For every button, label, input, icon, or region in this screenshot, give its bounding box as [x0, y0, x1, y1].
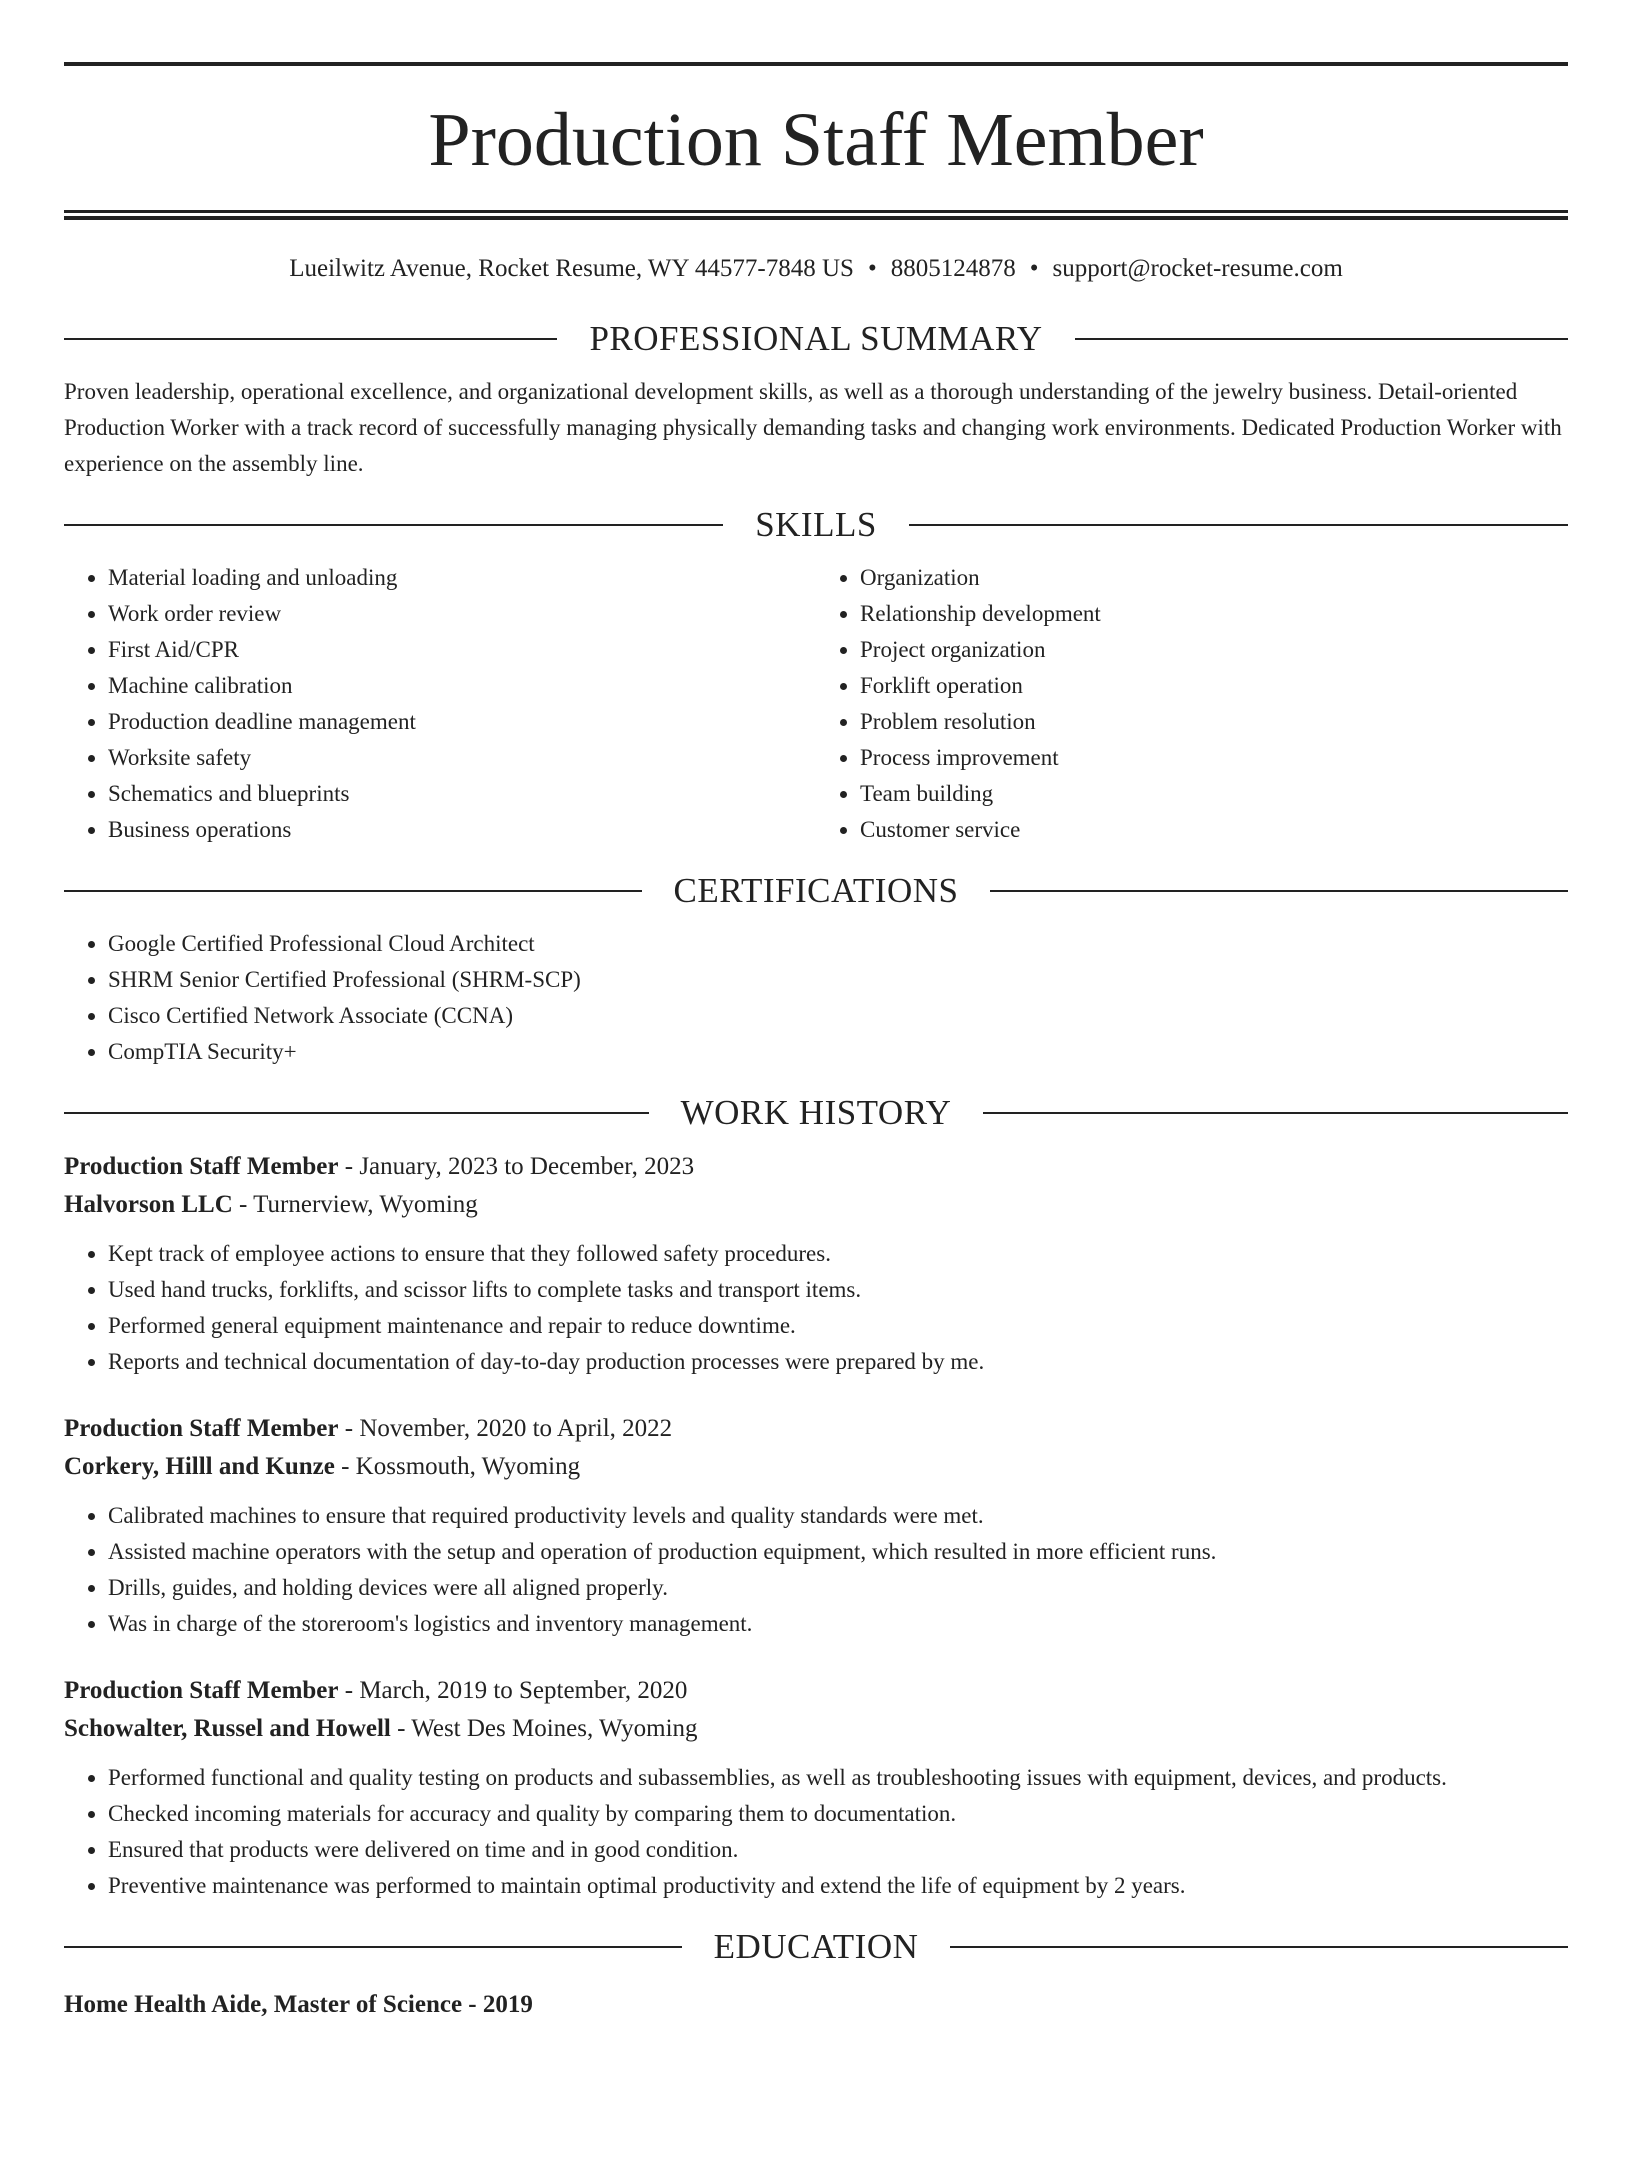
section-rule	[64, 1112, 649, 1114]
contact-email[interactable]: support@rocket-resume.com	[1052, 255, 1343, 282]
section-title-summary: PROFESSIONAL SUMMARY	[589, 319, 1043, 358]
job-bullet: • Kept track of employee actions to ensure that they followed safety procedures.	[108, 1236, 1568, 1272]
skill-item: • Forklift operation	[860, 668, 1568, 704]
section-rule	[64, 524, 723, 526]
job-bullet: • Checked incoming materials for accuracy and quality by comparing them to documentation.	[108, 1796, 1568, 1832]
job-title-line	[64, 1410, 1568, 1448]
job-bullets	[64, 1498, 1568, 1642]
section-title-skills: SKILLS	[755, 505, 877, 544]
job-role: Production Staff Member	[64, 1677, 339, 1704]
job-location: - West Des Moines, Wyoming	[390, 1715, 698, 1742]
skill-item: • Customer service	[860, 812, 1568, 848]
education-degree: Home Health Aide, Master of Science - 2019	[64, 1991, 533, 2018]
skill-item: • Material loading and unloading	[108, 560, 816, 596]
skills-list-right	[816, 560, 1568, 848]
contact-line	[64, 252, 1568, 286]
job-dates: - March, 2019 to September, 2020	[338, 1677, 688, 1704]
skill-item: • Organization	[860, 560, 1568, 596]
section-title-work: WORK HISTORY	[680, 1093, 952, 1132]
skill-item: • Worksite safety	[108, 740, 816, 776]
skills-columns	[64, 560, 1568, 848]
job-company-line	[64, 1710, 1568, 1748]
top-rule	[64, 62, 1568, 66]
certification-item: • CompTIA Security+	[108, 1034, 1568, 1070]
section-header-summary	[64, 316, 1568, 362]
job-company: Corkery, Hilll and Kunze	[64, 1453, 335, 1480]
job-bullet: • Ensured that products were delivered on time and in good condition.	[108, 1832, 1568, 1868]
section-header-certifications	[64, 868, 1568, 914]
job-location: - Kossmouth, Wyoming	[334, 1453, 581, 1480]
section-title-certifications: CERTIFICATIONS	[673, 871, 959, 910]
section-rule	[64, 338, 557, 340]
skill-item: • Schematics and blueprints	[108, 776, 816, 812]
job-bullets	[64, 1236, 1568, 1380]
job-bullets	[64, 1760, 1568, 1904]
job-location: - Turnerview, Wyoming	[232, 1191, 478, 1218]
job-bullet: • Reports and technical documentation of day-to-day production processes were prepared by me.	[108, 1344, 1568, 1380]
candidate-name: Production Staff Member	[428, 98, 1204, 182]
section-header-education	[64, 1924, 1568, 1970]
job-bullet: • Assisted machine operators with the setup and operation of production equipment, which resulted in more efficient runs.	[108, 1534, 1568, 1570]
contact-separator: •	[867, 255, 877, 282]
contact-address: Lueilwitz Avenue, Rocket Resume, WY 44577-7848 US	[289, 255, 854, 282]
certification-item: • Cisco Certified Network Associate (CCNA)	[108, 998, 1568, 1034]
section-rule	[909, 524, 1568, 526]
section-rule	[64, 1946, 682, 1948]
skill-item: • Project organization	[860, 632, 1568, 668]
skill-item: • Work order review	[108, 596, 816, 632]
job-company-line	[64, 1448, 1568, 1486]
certification-item: • Google Certified Professional Cloud Architect	[108, 926, 1568, 962]
skill-item: • Team building	[860, 776, 1568, 812]
job-title-line	[64, 1672, 1568, 1710]
section-header-work	[64, 1090, 1568, 1136]
skill-item: • Problem resolution	[860, 704, 1568, 740]
job-dates: - January, 2023 to December, 2023	[338, 1153, 695, 1180]
skill-item: • Machine calibration	[108, 668, 816, 704]
job-dates: - November, 2020 to April, 2022	[338, 1415, 673, 1442]
section-rule	[983, 1112, 1568, 1114]
skill-item: • Production deadline management	[108, 704, 816, 740]
contact-separator: •	[1029, 255, 1039, 282]
job-title-line	[64, 1148, 1568, 1186]
section-title-education: EDUCATION	[713, 1927, 919, 1966]
job-bullet: • Calibrated machines to ensure that required productivity levels and quality standards were met.	[108, 1498, 1568, 1534]
skill-item: • First Aid/CPR	[108, 632, 816, 668]
summary-text: Proven leadership, operational excellence, and organizational development skills, as well as a thorough understanding of the jewelry business. Detail-oriented Production Worker with a track record of successfully managing physically demanding tasks and changing work environments. Dedicated Production Worker with experience on the assembly line.	[64, 379, 1562, 476]
skill-item: • Business operations	[108, 812, 816, 848]
job-role: Production Staff Member	[64, 1415, 339, 1442]
certification-item: • SHRM Senior Certified Professional (SHRM-SCP)	[108, 962, 1568, 998]
skill-item: • Relationship development	[860, 596, 1568, 632]
section-header-skills	[64, 502, 1568, 548]
job-bullet: • Drills, guides, and holding devices were all aligned properly.	[108, 1570, 1568, 1606]
certifications-list	[64, 926, 1568, 1070]
section-rule	[950, 1946, 1568, 1948]
job-entry	[64, 1148, 1568, 1380]
job-entry	[64, 1410, 1568, 1642]
job-bullet: • Used hand trucks, forklifts, and scissor lifts to complete tasks and transport items.	[108, 1272, 1568, 1308]
section-rule	[1075, 338, 1568, 340]
double-rule	[64, 210, 1568, 220]
skills-list-left	[64, 560, 816, 848]
job-company-line	[64, 1186, 1568, 1224]
job-bullet: • Preventive maintenance was performed to maintain optimal productivity and extend the life of equipment by 2 years.	[108, 1868, 1568, 1904]
job-bullet: • Performed general equipment maintenance and repair to reduce downtime.	[108, 1308, 1568, 1344]
section-rule	[64, 890, 642, 892]
skill-item: • Process improvement	[860, 740, 1568, 776]
contact-phone: 8805124878	[890, 255, 1016, 282]
education-entry	[64, 1986, 1568, 2024]
job-company: Schowalter, Russel and Howell	[64, 1715, 391, 1742]
section-rule	[990, 890, 1568, 892]
job-bullet: • Was in charge of the storeroom's logistics and inventory management.	[108, 1606, 1568, 1642]
job-company: Halvorson LLC	[64, 1191, 233, 1218]
resume-page	[0, 62, 1632, 2174]
job-entry	[64, 1672, 1568, 1904]
job-bullet: • Performed functional and quality testing on products and subassemblies, as well as troubleshooting issues with equipment, devices, and products.	[108, 1760, 1568, 1796]
job-role: Production Staff Member	[64, 1153, 339, 1180]
